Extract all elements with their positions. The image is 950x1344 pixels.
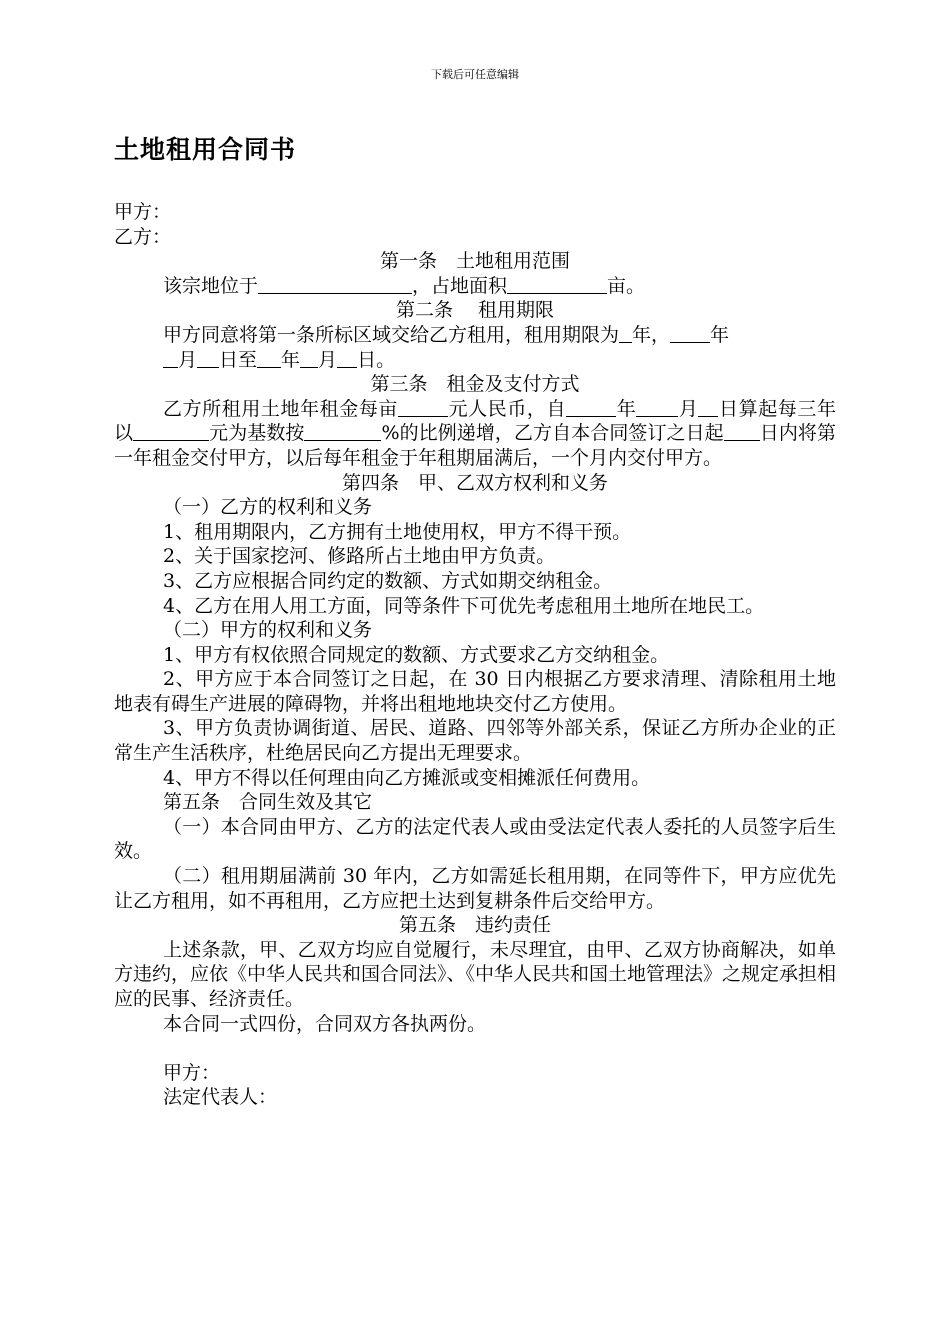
blank xyxy=(670,324,710,343)
blank xyxy=(698,398,718,417)
article-4-section-1: （一）乙方的权利和义务 xyxy=(163,496,373,519)
signature-legal-rep: 法定代表人： xyxy=(163,1086,278,1109)
blank xyxy=(197,349,219,368)
article-6-paragraph: 上述条款，甲、乙双方均应自觉履行，未尽理宜，由甲、乙双方协商解决，如单方违约，应依《中华人民共和国合同法》、《中华人民共和国土地管理法》之规定承担相应的民事、经济责任。 xyxy=(114,938,837,1010)
blank xyxy=(163,349,178,368)
article-6-heading: 第五条 违约责任 xyxy=(398,914,551,937)
blank xyxy=(398,398,448,417)
area-blank xyxy=(507,275,607,294)
article-2-text-cont: 月 日至 年 月 日。 xyxy=(114,348,836,373)
article-4-heading: 第四条 甲、乙双方权利和义务 xyxy=(341,471,608,494)
blank xyxy=(566,398,616,417)
signature-party-a: 甲方： xyxy=(163,1061,221,1084)
list-item: 4、甲方不得以任何理由向乙方摊派或变相摊派任何费用。 xyxy=(163,766,651,789)
blank xyxy=(300,349,318,368)
list-item: 2、甲方应于本合同签订之日起，在 30 日内根据乙方要求清理、清除租用土地地表有碍生产进展的障碍物，并将出租地地块交付乙方使用。 xyxy=(114,668,836,715)
list-item: 3、乙方应根据合同约定的数额、方式如期交纳租金。 xyxy=(163,569,613,592)
page-header: 下载后可任意编辑 xyxy=(431,68,519,81)
blank xyxy=(724,422,760,441)
article-2-heading: 第二条 租用期限 xyxy=(395,299,555,322)
article-3-text: 乙方所租用土地年租金每亩 元人民币，自 年 月 日算起每三年以 元为基数按 %的比例递增，乙方自本合同签订之日起 日内将第一年租金交付甲方，以后每年租金于年租期届满后，一个月内交付甲方。 xyxy=(114,397,836,469)
article-5-paragraph: （二）租用期届满前 30 年内，乙方如需延长租用期，在同等件下，甲方应优先让乙方租用，如不再租用，乙方应把土达到复耕条件后交给甲方。 xyxy=(114,865,836,912)
article-6-paragraph: 本合同一式四份，合同双方各执两份。 xyxy=(163,1012,487,1035)
list-item: 1、甲方有权依照合同规定的数额、方式要求乙方交纳租金。 xyxy=(163,643,670,666)
article-5-paragraph: （一）本合同由甲方、乙方的法定代表人或由受法定代表人委托的人员签字后生效。 xyxy=(114,815,836,863)
article-4-section-2: （二）甲方的权利和义务 xyxy=(163,619,373,642)
list-item: 4、乙方在用人用工方面，同等条件下可优先考虑租用土地所在地民工。 xyxy=(163,594,765,617)
article-1-text: 该宗地位于 ，占地面积 亩。 xyxy=(163,274,646,297)
blank xyxy=(337,349,357,368)
blank xyxy=(133,422,209,441)
document-body xyxy=(114,200,836,1110)
party-b-label: 乙方： xyxy=(114,225,172,248)
document-title: 土地租用合同书 xyxy=(114,135,297,164)
location-blank xyxy=(258,275,412,294)
list-item: 3、甲方负责协调街道、居民、道路、四邻等外部关系，保证乙方所办企业的正常生产生活秩序，杜绝居民向乙方提出无理要求。 xyxy=(114,717,836,765)
blank xyxy=(636,398,678,417)
article-2-text: 甲方同意将第一条所标区域交给乙方租用，租用期限为 年， 年 xyxy=(163,323,730,346)
blank xyxy=(304,422,381,441)
article-1-heading: 第一条 土地租用范围 xyxy=(379,250,570,273)
article-5-heading: 第五条 合同生效及其它 xyxy=(163,791,373,814)
blank xyxy=(619,324,632,343)
list-item: 2、关于国家挖河、修路所占土地由甲方负责。 xyxy=(163,545,556,568)
article-3-heading: 第三条 租金及支付方式 xyxy=(370,373,580,396)
blank xyxy=(257,349,281,368)
list-item: 1、租用期限内，乙方拥有土地使用权，甲方不得干预。 xyxy=(163,520,632,543)
party-a-label: 甲方： xyxy=(114,201,172,223)
